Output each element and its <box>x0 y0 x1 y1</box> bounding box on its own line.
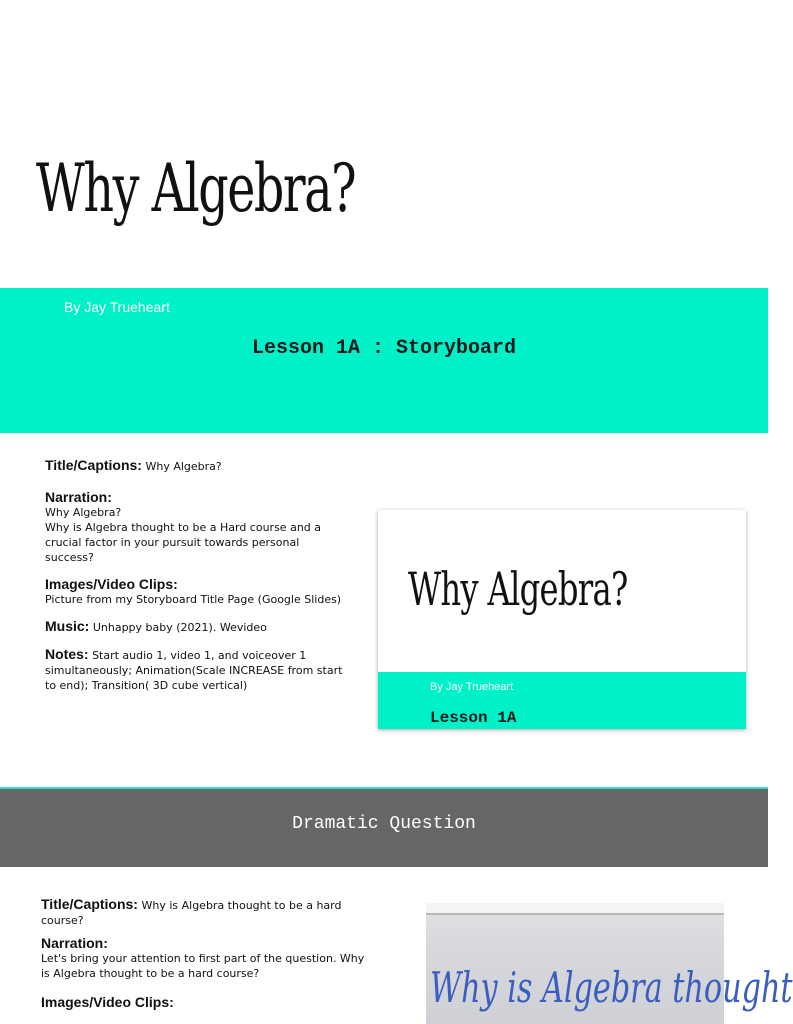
whiteboard-frame <box>426 903 724 913</box>
notes-label: Notes: <box>45 646 89 662</box>
notes-value: Start audio 1, video 1, and voiceover 1 simultaneously; Animation(Scale INCREASE from start to end); Transition( 3D cube vertical) <box>45 649 343 692</box>
section-heading: Dramatic Question <box>292 814 476 834</box>
images-label-2: Images/Video Clips: <box>41 994 174 1010</box>
author-name: By Jay Trueheart <box>64 299 170 315</box>
narration-label: Narration: <box>45 489 112 505</box>
storyboard-panel-2-notes <box>41 897 371 1010</box>
whiteboard-photo <box>426 903 793 1024</box>
thumbnail-author: By Jay Trueheart <box>430 681 514 693</box>
storyboard-panel-1-notes <box>45 458 345 693</box>
title-captions-row-2 <box>41 897 371 928</box>
title-captions-label: Title/Captions: <box>45 457 142 473</box>
music-label: Music: <box>45 618 90 634</box>
thumbnail-lesson: Lesson 1A <box>430 709 517 727</box>
title-captions-value: Why Algebra? <box>145 460 222 473</box>
music-value: Unhappy baby (2021). Wevideo <box>92 621 267 634</box>
images-block <box>45 577 345 607</box>
slide-title: Why Algebra? <box>36 150 356 227</box>
images-text: Picture from my Storyboard Title Page (Google Slides) <box>45 593 342 606</box>
images-label: Images/Video Clips: <box>45 576 178 592</box>
title-captions-value-2: Why is Algebra thought to be a hard course? <box>41 899 342 927</box>
whiteboard-frame-edge <box>426 913 724 915</box>
music-row <box>45 619 345 635</box>
thumbnail-title: Why Algebra? <box>408 562 628 616</box>
whiteboard-handwriting: Why is Algebra thought <box>430 963 793 1012</box>
title-slide-thumbnail <box>378 510 746 729</box>
title-captions-row <box>45 458 345 474</box>
title-captions-label-2: Title/Captions: <box>41 896 138 912</box>
narration-text: Why Algebra? Why is Algebra thought to be a Hard course and a crucial factor in your pursuit towards personal success? <box>45 506 322 564</box>
narration-label-2: Narration: <box>41 935 108 951</box>
narration-block-2 <box>41 936 371 981</box>
narration-text-2: Let's bring your attention to first part of the question. Why is Algebra thought to be a hard course? <box>41 952 365 980</box>
notes-row <box>45 647 345 693</box>
narration-block <box>45 490 345 565</box>
images-block-2 <box>41 995 371 1010</box>
lesson-heading: Lesson 1A : Storyboard <box>251 337 517 360</box>
